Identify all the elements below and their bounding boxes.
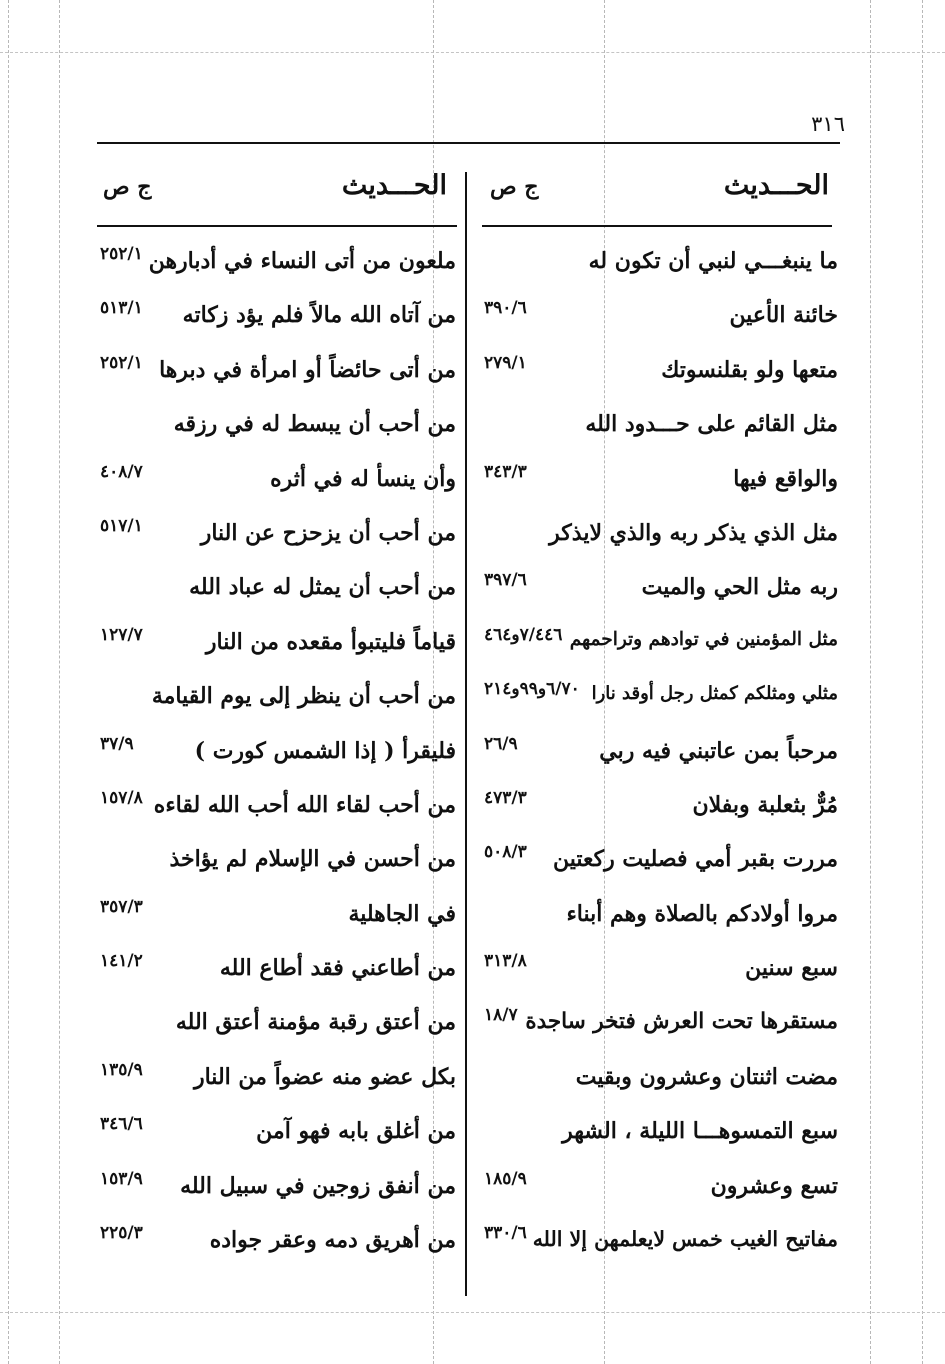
volume-page-ref: ١٨٥/٩	[484, 1168, 527, 1189]
hadith-text: مُرٌّ بثعلبة وبفلان	[692, 791, 838, 818]
hadith-entry	[482, 999, 838, 1053]
scan-guide-line	[0, 52, 945, 53]
right-column-header	[484, 170, 839, 214]
hadith-text: مستقرها تحت العرش فتخر ساجدة	[525, 1009, 838, 1035]
hadith-entry	[98, 347, 456, 401]
scan-guide-line	[0, 1312, 945, 1313]
hadith-text: فليقرأ ( إذا الشمس كورت )	[194, 737, 456, 764]
hadith-entry	[98, 999, 456, 1053]
hadith-entry	[482, 1054, 838, 1108]
hadith-entry	[482, 292, 838, 346]
hadith-entry	[98, 891, 456, 945]
hadith-entry	[482, 238, 838, 292]
hadith-entry	[98, 619, 456, 673]
hadith-entry	[98, 564, 456, 618]
hadith-text: مثل المؤمنين في توادهم وتراحمهم	[569, 628, 838, 650]
hadith-entry	[482, 945, 838, 999]
hadith-entry	[482, 619, 838, 673]
page-number: ٣١٦	[811, 112, 845, 136]
hadith-entry	[98, 1108, 456, 1162]
volume-page-ref: ٤٠٨/٧	[100, 461, 143, 482]
hadith-entry	[482, 836, 838, 890]
volume-page-ref: ٥٠٨/٣	[484, 842, 527, 863]
hadith-text: وأن ينسأ له في أثره	[270, 465, 456, 492]
hadith-entry	[98, 401, 456, 455]
volume-page-ref: ٥١٣/١	[100, 298, 143, 319]
header-rule	[97, 142, 840, 144]
hadith-text: مرحباً بمن عاتبني فيه ربي	[599, 737, 838, 764]
hadith-entry	[482, 1108, 838, 1162]
hadith-text: مررت بقبر أمي فصليت ركعتين	[552, 846, 838, 873]
hadith-text: من أنفق زوجين في سبيل الله	[180, 1172, 456, 1199]
volume-page-ref: ٣١٣/٨	[484, 951, 527, 972]
volume-page-ref: ٥١٧/١	[100, 515, 143, 536]
hadith-text: من أتى حائضاً أو امرأة في دبرها	[159, 356, 456, 383]
scan-guide-line	[8, 0, 9, 1364]
hadith-text: مثل القائم على حـــدود الله	[585, 411, 838, 438]
hadith-entry	[98, 1163, 456, 1217]
hadith-text: من أغلق بابه فهو آمن	[256, 1118, 456, 1145]
hadith-text: والواقع فيها	[733, 465, 838, 492]
volume-page-ref: ٧/٤٤٦و٤٦٤	[484, 624, 563, 645]
hadith-text: من أحب أن يبسط له في رزقه	[173, 411, 456, 438]
hadith-entry	[482, 564, 838, 618]
scan-guide-line	[870, 0, 871, 1364]
volume-page-ref: ٣٩٧/٦	[484, 570, 527, 591]
hadith-entry	[98, 1217, 456, 1271]
hadith-text: مروا أولادكم بالصلاة وهم أبناء	[566, 900, 838, 927]
hadith-text: تسع وعشرون	[710, 1172, 838, 1199]
volume-page-ref: ٢٦/٩	[484, 733, 518, 754]
hadith-text: مثلي ومثلكم كمثل رجل أوقد نارا	[591, 683, 838, 705]
right-column-entries	[482, 238, 838, 1271]
hadith-text: خائنة الأعين	[729, 302, 838, 329]
hadith-text: مثل الذي يذكر ربه والذي لايذكر	[549, 519, 838, 546]
volume-page-label: ج ص	[490, 174, 539, 200]
hadith-entry	[482, 891, 838, 945]
hadith-text: قياماً فليتبوأ مقعده من النار	[205, 628, 456, 655]
hadith-text: بكل عضو منه عضواً من النار	[193, 1063, 456, 1090]
hadith-entry	[482, 347, 838, 401]
volume-page-label: ج ص	[103, 174, 152, 200]
volume-page-ref: ٢٥٢/١	[100, 352, 143, 373]
volume-page-ref: ١٤١/٢	[100, 951, 143, 972]
hadith-text: مضت اثنتان وعشرون وبقيت	[575, 1063, 838, 1090]
volume-page-ref: ٢٧٩/١	[484, 352, 527, 373]
column-title: الحـــديث	[723, 170, 829, 201]
header-underline	[482, 225, 832, 227]
hadith-entry	[98, 510, 456, 564]
column-title: الحـــديث	[341, 170, 447, 201]
hadith-entry	[482, 782, 838, 836]
hadith-text: من أهريق دمه وعقر جواده	[209, 1227, 456, 1254]
hadith-text: من أحب أن ينظر إلى يوم القيامة	[151, 683, 456, 710]
left-column-header	[97, 170, 457, 214]
hadith-entry	[482, 1217, 838, 1271]
header-underline	[97, 225, 457, 227]
hadith-text: ملعون من أتى النساء في أدبارهن	[148, 248, 456, 274]
volume-page-ref: ٣٧/٩	[100, 733, 134, 754]
hadith-text: في الجاهلية	[348, 900, 456, 927]
hadith-entry	[482, 401, 838, 455]
hadith-entry	[98, 456, 456, 510]
volume-page-ref: ١٢٧/٧	[100, 624, 143, 645]
volume-page-ref: ٢٥٢/١	[100, 244, 143, 264]
hadith-text: من أحسن في الإسلام لم يؤاخذ	[169, 846, 456, 873]
volume-page-ref: ١٥٧/٨	[100, 787, 143, 808]
hadith-text: من آتاه الله مالاً فلم يؤد زكاته	[182, 302, 456, 329]
hadith-text: سبع التمسوهـــا الليلة ، الشهر	[562, 1118, 838, 1145]
hadith-text: من أحب لقاء الله أحب الله لقاءه	[153, 791, 456, 818]
hadith-entry	[98, 673, 456, 727]
hadith-entry	[482, 456, 838, 510]
hadith-entry	[482, 728, 838, 782]
volume-page-ref: ١٣٥/٩	[100, 1059, 143, 1080]
hadith-entry	[98, 238, 456, 292]
volume-page-ref: ٣٤٦/٦	[100, 1114, 143, 1135]
hadith-entry	[482, 510, 838, 564]
volume-page-ref: ١٥٣/٩	[100, 1168, 143, 1189]
hadith-entry	[98, 292, 456, 346]
volume-page-ref: ١٨/٧	[484, 1005, 518, 1026]
volume-page-ref: ٣٣٠/٦	[484, 1223, 527, 1244]
hadith-text: من أعتق رقبة مؤمنة أعتق الله	[175, 1009, 456, 1036]
hadith-text: من أحب أن يمثل له عباد الله	[189, 574, 456, 601]
hadith-text: ربه مثل الحي والميت	[641, 574, 838, 601]
hadith-text: ما ينبغـــي لنبي أن تكون له	[588, 248, 838, 274]
hadith-entry	[482, 1163, 838, 1217]
volume-page-ref: ٣٥٧/٣	[100, 896, 143, 917]
hadith-entry	[98, 836, 456, 890]
volume-page-ref: ٦/٧٠و٩٩و٢١٤	[484, 679, 580, 700]
volume-page-ref: ٣٩٠/٦	[484, 298, 527, 319]
hadith-text: مفاتيح الغيب خمس لايعلمهن إلا الله	[532, 1227, 838, 1252]
column-divider	[465, 172, 467, 1296]
hadith-entry	[98, 728, 456, 782]
hadith-entry	[482, 673, 838, 727]
volume-page-ref: ٤٧٣/٣	[484, 787, 527, 808]
hadith-entry	[98, 1054, 456, 1108]
scan-guide-line	[922, 0, 923, 1364]
hadith-text: من أطاعني فقد أطاع الله	[219, 955, 456, 982]
hadith-text: من أحب أن يزحزح عن النار	[200, 519, 456, 546]
hadith-entry	[98, 945, 456, 999]
scan-guide-line	[59, 0, 60, 1364]
hadith-entry	[98, 782, 456, 836]
hadith-text: سبع سنين	[745, 955, 838, 982]
left-column-entries	[98, 238, 456, 1271]
volume-page-ref: ٣٤٣/٣	[484, 461, 527, 482]
volume-page-ref: ٢٢٥/٣	[100, 1223, 143, 1244]
hadith-text: متعها ولو بقلنسوتك	[661, 356, 838, 383]
